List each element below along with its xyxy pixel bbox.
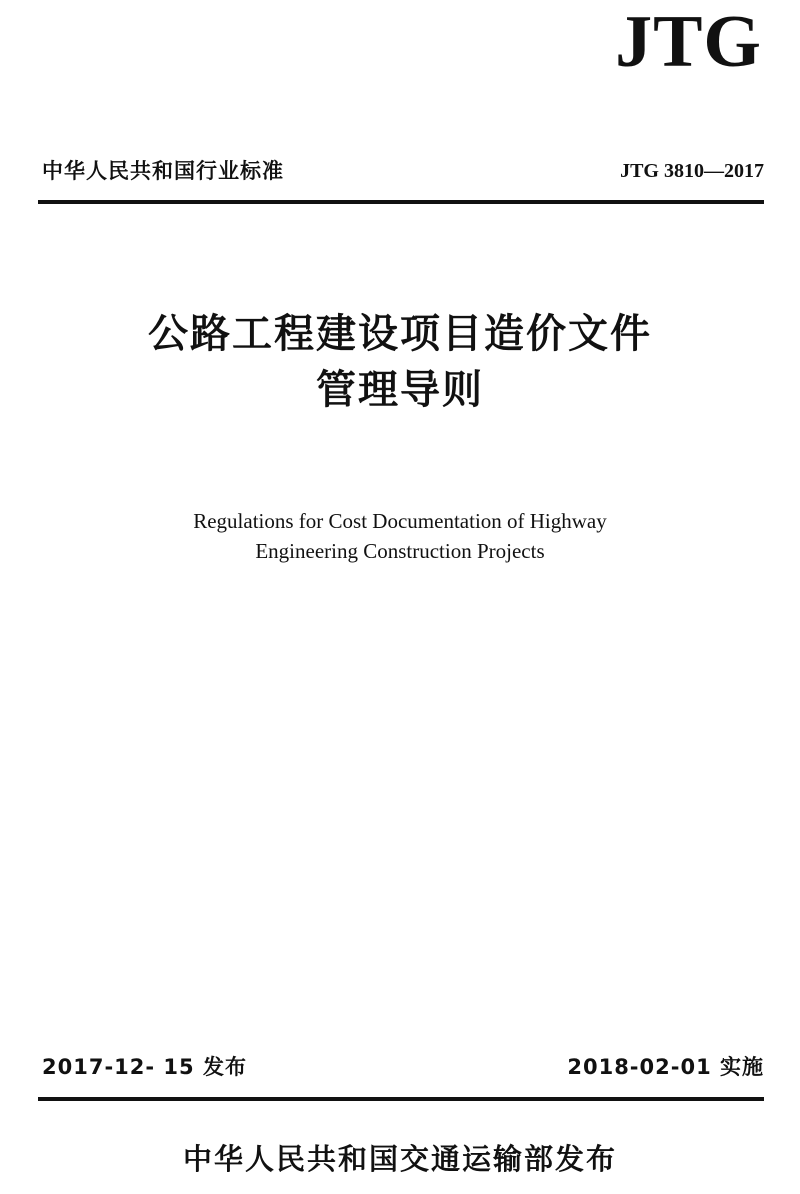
- english-title-line-1: Regulations for Cost Documentation of Highway: [193, 509, 607, 533]
- chinese-title-line-1: 公路工程建设项目造价文件: [148, 311, 652, 357]
- effective-date: 2018-02-01 实施: [567, 1055, 764, 1079]
- jtg-logo: JTG: [615, 1, 762, 83]
- issue-date: 2017-12- 15 发布: [42, 1055, 247, 1079]
- cover-header: [42, 156, 764, 190]
- english-title: [0, 506, 800, 566]
- header-divider: [38, 200, 764, 204]
- industry-standard-label: 中华人民共和国行业标准: [42, 159, 284, 183]
- standard-code: JTG 3810—2017: [620, 160, 764, 182]
- english-title-line-2: Engineering Construction Projects: [255, 539, 545, 563]
- date-row: [42, 1052, 764, 1086]
- chinese-title-line-2: 管理导则: [316, 367, 484, 413]
- footer-divider: [38, 1097, 764, 1101]
- chinese-title: [0, 306, 800, 418]
- publisher: 中华人民共和国交通运输部发布: [182, 1142, 617, 1176]
